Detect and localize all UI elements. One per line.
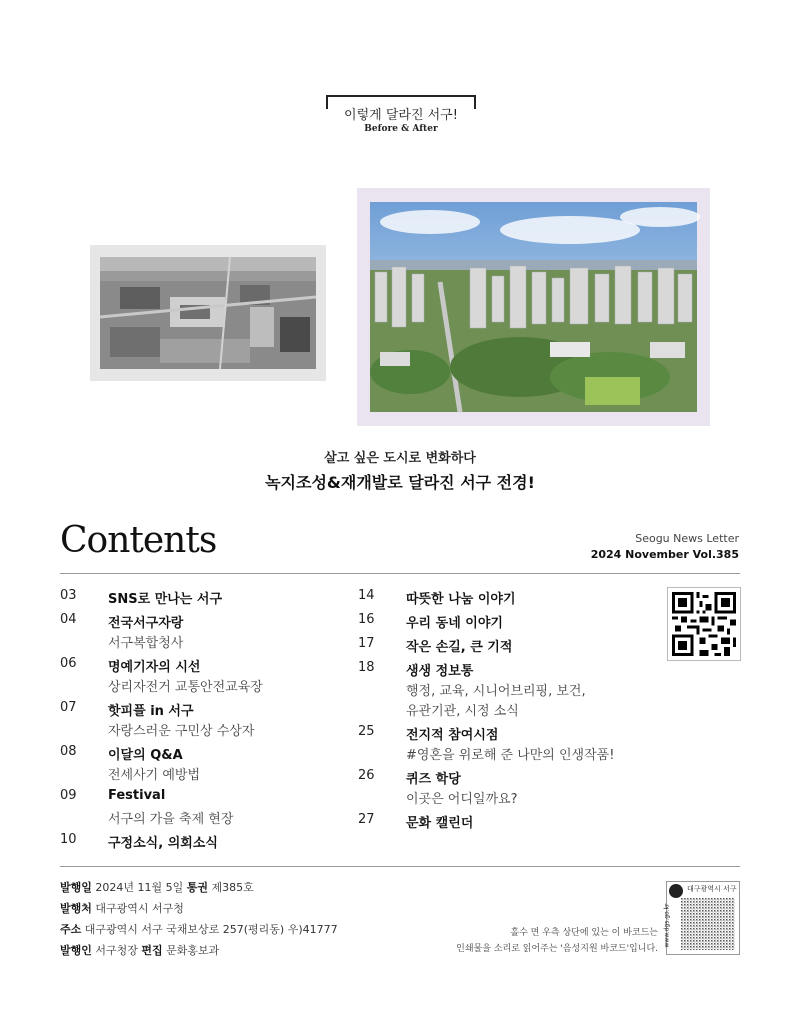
newsletter-name: Seogu News Letter: [635, 532, 739, 545]
contents-title: Contents: [60, 520, 217, 561]
imprint-address-line: [60, 921, 338, 937]
toc-right-column: [358, 588, 648, 858]
toc-subtitle: 상리자전거 교통안전교육장: [108, 680, 263, 695]
toc-title: 퀴즈 학당: [406, 772, 461, 787]
toc-subtitle: 서구복합청사: [108, 636, 184, 651]
header-label: 이렇게 달라진 서구!: [344, 108, 458, 123]
toc-page-number: 26: [358, 768, 375, 783]
toc-subtitle: #영혼을 위로해 준 나만의 인생작품!: [406, 748, 615, 763]
toc-page-number: 27: [358, 812, 375, 827]
qr-code[interactable]: [667, 587, 741, 661]
imprint-editor-label: 편집: [141, 944, 163, 957]
barcode-note-line2: 인쇄물을 소리로 읽어주는 '음성지원 바코드'입니다.: [456, 944, 658, 954]
imprint-address: 대구광역시 서구 국채보상로 257(평리동) 우)41777: [84, 923, 338, 936]
imprint-publisher-label: 발행처: [60, 902, 92, 915]
toc-item[interactable]: [60, 656, 340, 696]
voice-barcode[interactable]: [663, 881, 740, 955]
toc-title: 전국서구자랑: [108, 616, 184, 631]
toc-page-number: 09: [60, 788, 77, 803]
imprint-vol: 제385호: [211, 881, 254, 894]
toc-page-number: 18: [358, 660, 375, 675]
toc-title: 작은 손길, 큰 기적: [406, 640, 513, 655]
toc-item[interactable]: [358, 768, 648, 808]
imprint-date-line: [60, 879, 254, 895]
qr-code-icon: [672, 592, 736, 656]
imprint-date: 2024년 11월 5일: [95, 881, 184, 894]
toc-title: 전지적 참여시점: [406, 728, 499, 743]
toc-subtitle: 행정, 교육, 시니어브리핑, 보건,: [406, 684, 586, 699]
toc-page-number: 25: [358, 724, 375, 739]
headline-line2: 녹지조성&재개발로 달라진 서구 전경!: [265, 473, 535, 492]
imprint-vol-label: 통권: [186, 881, 209, 894]
imprint-editor: 문화홍보과: [166, 944, 220, 957]
barcode-pattern: [681, 898, 735, 950]
imprint-date-label: 발행일: [60, 881, 92, 894]
before-aerial-image: [100, 257, 316, 369]
imprint-issuer: 서구청장: [95, 944, 138, 957]
toc-item[interactable]: [60, 588, 340, 608]
toc-page-number: 14: [358, 588, 375, 603]
after-photo: [357, 188, 710, 426]
toc-page-number: 16: [358, 612, 375, 627]
after-aerial-image: [370, 202, 697, 412]
toc-item[interactable]: [60, 832, 340, 852]
toc-page-number: 17: [358, 636, 375, 651]
toc-item[interactable]: [60, 612, 340, 652]
toc-title: 구정소식, 의회소식: [108, 836, 218, 851]
header-sublabel: Before & After: [364, 124, 438, 134]
imprint-publisher-line: [60, 900, 184, 916]
toc-title: 우리 동네 이야기: [406, 616, 503, 631]
toc-page-number: 10: [60, 832, 77, 847]
toc-page-number: 06: [60, 656, 77, 671]
toc-page-number: 03: [60, 588, 77, 603]
toc-page-number: 08: [60, 744, 77, 759]
toc-item[interactable]: [358, 812, 648, 832]
toc-title: 문화 캘린더: [406, 816, 474, 831]
imprint-issuer-label: 발행인: [60, 944, 92, 957]
speaker-icon: [669, 884, 683, 898]
toc-page-number: 04: [60, 612, 77, 627]
barcode-side-url: www.dgs.go.kr: [663, 903, 671, 948]
toc-title: 핫피플 in 서구: [108, 704, 194, 719]
toc-page-number: 07: [60, 700, 77, 715]
before-photo: [90, 245, 326, 381]
toc-title: Festival: [108, 788, 166, 803]
toc-subtitle-line2: 유관기관, 시정 소식: [406, 704, 519, 719]
imprint-publisher: 대구광역시 서구청: [95, 902, 184, 915]
toc-item[interactable]: [358, 660, 648, 722]
toc-left-column: [60, 588, 340, 858]
toc-title: 따뜻한 나눔 이야기: [406, 592, 516, 607]
toc-title: SNS로 만나는 서구: [108, 592, 223, 607]
divider-top: [60, 573, 740, 574]
divider-bottom: [60, 866, 740, 867]
toc-item[interactable]: [358, 724, 648, 764]
toc-item[interactable]: [358, 636, 648, 656]
headline-line1: 살고 싶은 도시로 변화하다: [324, 451, 476, 466]
barcode-header: 대구광역시 서구: [687, 885, 737, 893]
imprint-address-label: 주소: [60, 923, 82, 936]
toc-item[interactable]: [358, 588, 648, 608]
toc-item[interactable]: [60, 744, 340, 784]
toc-subtitle: 서구의 가을 축제 현장: [108, 812, 234, 827]
toc-title: 생생 정보통: [406, 664, 474, 679]
toc-item[interactable]: [60, 700, 340, 740]
imprint-issuer-line: [60, 942, 219, 958]
toc-subtitle: 전세사기 예방법: [108, 768, 201, 783]
toc-subtitle: 이곳은 어디일까요?: [406, 792, 518, 807]
toc-item[interactable]: [358, 612, 648, 632]
toc-title: 명예기자의 시선: [108, 660, 201, 675]
toc-title: 이달의 Q&A: [108, 748, 183, 763]
toc-subtitle: 자랑스러운 구민상 수상자: [108, 724, 255, 739]
issue-label: 2024 November Vol.385: [590, 548, 739, 561]
barcode-note-line1: 홀수 면 우측 상단에 있는 이 바코드는: [510, 928, 658, 938]
toc-item[interactable]: [60, 788, 340, 828]
